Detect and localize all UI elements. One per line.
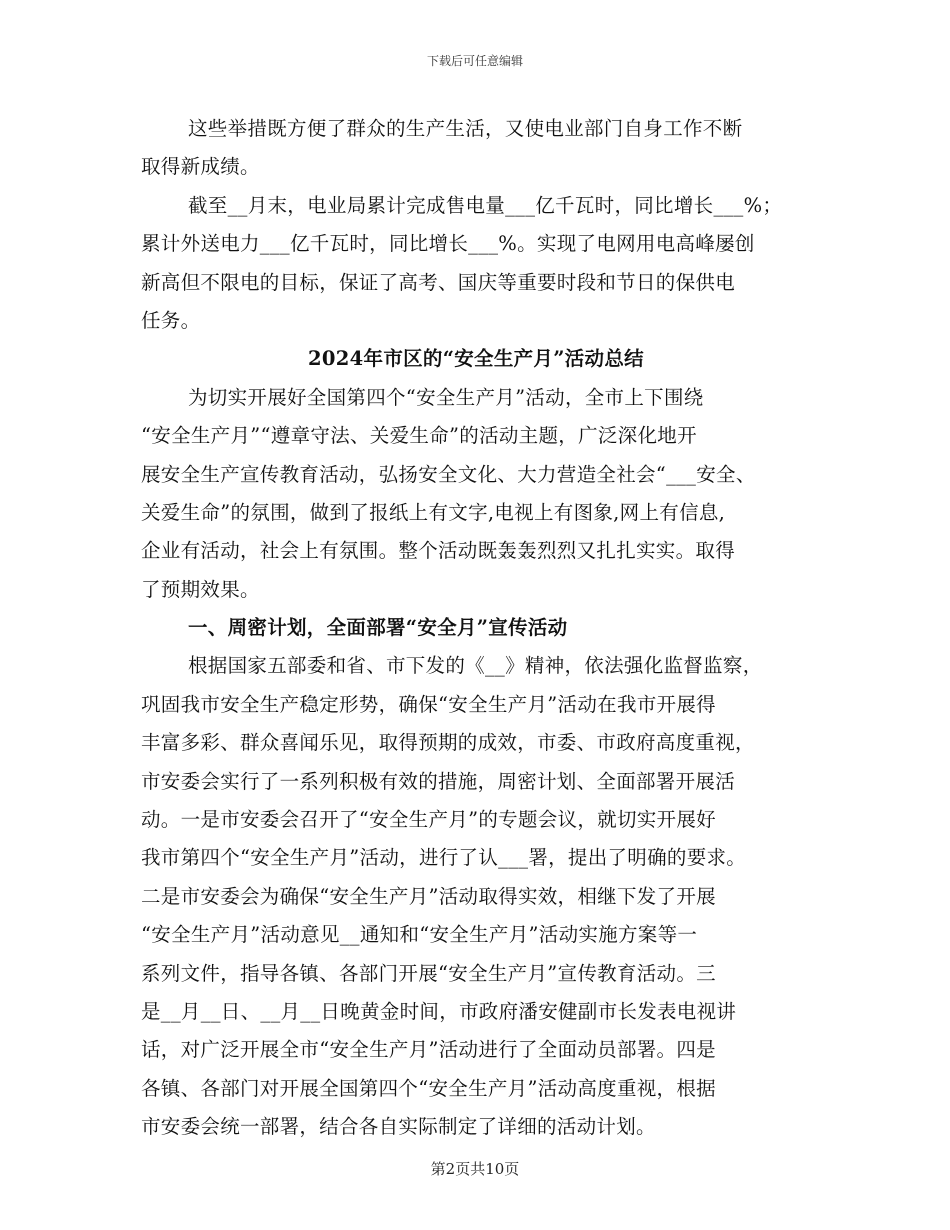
text-line: 了预期效果。 bbox=[141, 577, 260, 601]
text-line: 系列文件，指导各镇、各部门开展“安全生产月”宣传教育活动。三 bbox=[141, 961, 716, 985]
text-line: 巩固我市安全生产稳定形势，确保“安全生产月”活动在我市开展得 bbox=[141, 692, 716, 716]
text-line: 累计外送电力___亿千瓦时，同比增长___%。实现了电网用电高峰屡创 bbox=[141, 232, 755, 256]
text-line: 展安全生产宣传教育活动，弘扬安全文化、大力营造全社会“___安全、 bbox=[141, 462, 756, 486]
paragraph-first-line: 截至__月末，电业局累计完成售电量___亿千瓦时，同比增长___%； bbox=[188, 193, 783, 217]
text-line: “安全生产月”活动意见__通知和“安全生产月”活动实施方案等一 bbox=[141, 923, 698, 947]
text-line: 市安委会统一部署，结合各自实际制定了详细的活动计划。 bbox=[141, 1115, 656, 1139]
text-line: 市安委会实行了一系列积极有效的措施，周密计划、全面部署开展活 bbox=[141, 769, 736, 793]
text-line: 新高但不限电的目标，保证了高考、国庆等重要时段和节日的保供电 bbox=[141, 270, 736, 294]
text-line: 动。一是市安委会召开了“安全生产月”的专题会议，就切实开展好 bbox=[141, 808, 716, 832]
text-line: 关爱生命”的氛围，做到了报纸上有文字,电视上有图象,网上有信息, bbox=[141, 500, 726, 524]
section-heading: 一、周密计划，全面部署“安全月”宣传活动 bbox=[188, 616, 568, 640]
text-line: 话，对广泛开展全市“安全生产月”活动进行了全面动员部署。四是 bbox=[141, 1038, 716, 1062]
document-body bbox=[141, 110, 811, 1147]
paragraph-first-line: 为切实开展好全国第四个“安全生产月”活动，全市上下围绕 bbox=[188, 385, 704, 409]
text-line: 是__月__日、__月__日晚黄金时间，市政府潘安健副市长发表电视讲 bbox=[141, 999, 737, 1023]
page-footer: 第2页共10页 bbox=[430, 1160, 520, 1178]
text-line: 取得新成绩。 bbox=[141, 155, 260, 179]
text-line: 各镇、各部门对开展全国第四个“安全生产月”活动高度重视，根据 bbox=[141, 1076, 716, 1100]
paragraph-first-line: 这些举措既方便了群众的生产生活，又使电业部门自身工作不断 bbox=[188, 117, 743, 140]
page-header: 下载后可任意编辑 bbox=[426, 54, 523, 68]
text-line: 丰富多彩、群众喜闻乐见，取得预期的成效，市委、市政府高度重视， bbox=[141, 731, 755, 755]
section-title: 2024年市区的“安全生产月”活动总结 bbox=[308, 347, 644, 371]
text-line: 我市第四个“安全生产月”活动，进行了认___署，提出了明确的要求。 bbox=[141, 846, 747, 870]
text-line: 任务。 bbox=[141, 308, 201, 332]
text-line: “安全生产月”“遵章守法、关爱生命”的活动主题，广泛深化地开 bbox=[141, 424, 697, 448]
paragraph-first-line: 根据国家五部委和省、市下发的《__》精神，依法强化监督监察， bbox=[188, 654, 763, 678]
text-line: 二是市安委会为确保“安全生产月”活动取得实效，相继下发了开展 bbox=[141, 884, 716, 908]
text-line: 企业有活动，社会上有氛围。整个活动既轰轰烈烈又扎扎实实。取得 bbox=[141, 539, 736, 563]
